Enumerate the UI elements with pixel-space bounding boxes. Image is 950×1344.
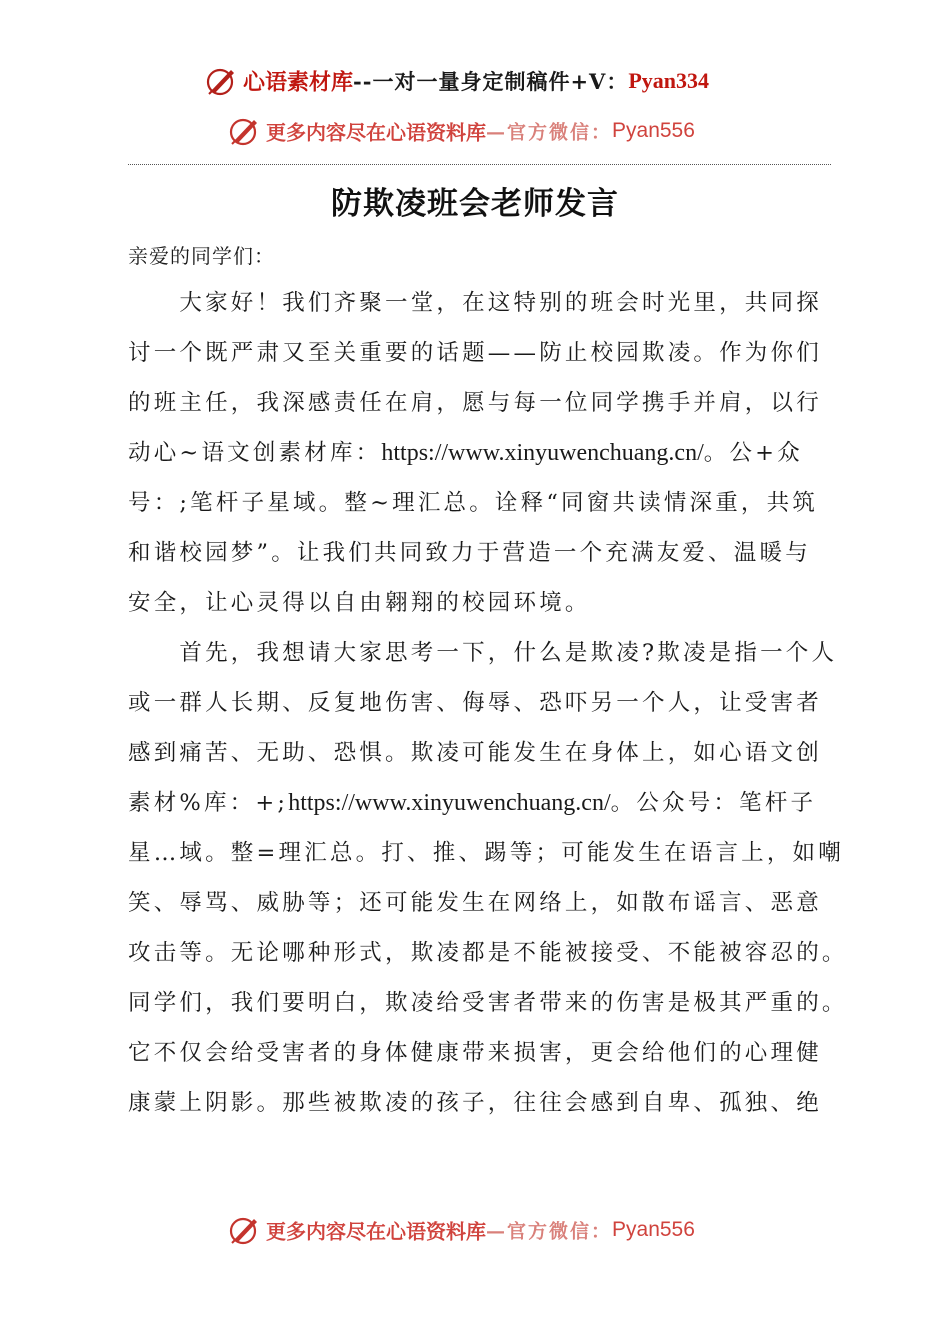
- body-line: 安全，让心灵得以自由翱翔的校园环境。: [128, 590, 591, 616]
- body-line: 的班主任，我深感责任在肩，愿与每一位同学携手并肩，以行: [128, 390, 822, 416]
- footer-wechat-id: Pyan556: [612, 1218, 695, 1241]
- header-brand-name: 心语素材库: [243, 69, 354, 96]
- website-url: https://www.xinyuwenchuang.cn/: [288, 790, 611, 816]
- body-line: [128, 433, 833, 483]
- greeting: 亲爱的同学们：: [128, 244, 275, 268]
- body-line: 康蒙上阴影。那些被欺凌的孩子，往往会感到自卑、孤独、绝: [128, 1090, 822, 1116]
- header-divider: [128, 164, 831, 165]
- website-url: https://www.xinyuwenchuang.cn/: [381, 440, 704, 466]
- body-text-segment: 。公+众: [703, 440, 803, 466]
- document-title: 防欺凌班会老师发言: [331, 186, 619, 222]
- header-banner: [205, 64, 709, 98]
- body-line: 或一群人长期、反复地伤害、侮辱、恐吓另一个人，让受害者: [128, 690, 822, 716]
- body-line: 星…域。整=理汇总。打、推、踢等；可能发生在语言上，如嘲: [128, 840, 844, 866]
- footer-watermark: [228, 1213, 695, 1247]
- quill-pen-logo-icon: [228, 114, 262, 148]
- body-line: 感到痛苦、无助、恐惧。欺凌可能发生在身体上，如心语文创: [128, 740, 822, 766]
- body-text-segment: 动心~语文创素材库：: [128, 440, 382, 466]
- body-line: 首先，我想请大家思考一下，什么是欺凌?欺凌是指一个人: [128, 640, 838, 666]
- footer-text: 更多内容尽在心语资料库: [266, 1219, 486, 1244]
- header-service-text: --一对一量身定制稿件+V：: [353, 69, 629, 94]
- document-body: [128, 238, 848, 1133]
- body-line: 它不仅会给受害者的身体健康带来损害，更会给他们的心理健: [128, 1040, 822, 1066]
- body-line: 讨一个既严肃又至关重要的话题——防止校园欺凌。作为你们: [128, 340, 822, 366]
- watermark-official-label: —官方微信：: [486, 121, 613, 144]
- body-line: 和谐校园梦”。让我们共同致力于营造一个充满友爱、温暖与: [128, 540, 811, 566]
- quill-pen-logo-icon: [228, 1213, 262, 1247]
- body-line: 笑、辱骂、威胁等；还可能发生在网络上，如散布谣言、恶意: [128, 890, 822, 916]
- body-line: 同学们，我们要明白，欺凌给受害者带来的伤害是极其严重的。: [128, 990, 848, 1016]
- body-line: 攻击等。无论哪种形式，欺凌都是不能被接受、不能被容忍的。: [128, 940, 848, 966]
- footer-official-label: —官方微信：: [486, 1220, 613, 1243]
- body-line: 大家好！我们齐聚一堂，在这特别的班会时光里，共同探: [128, 290, 822, 316]
- body-line: 号：;笔杆子星域。整~理汇总。诠释“同窗共读情深重，共筑: [128, 490, 819, 516]
- quill-pen-logo-icon: [205, 64, 239, 98]
- header-watermark: [228, 114, 695, 148]
- watermark-text: 更多内容尽在心语资料库: [266, 120, 486, 145]
- header-wechat-id: Pyan334: [628, 68, 710, 93]
- watermark-wechat-id: Pyan556: [612, 119, 695, 142]
- body-text-segment: 。公众号：笔杆子: [610, 790, 817, 816]
- body-text-segment: 素材%库：+;: [128, 790, 289, 816]
- body-line: [128, 783, 833, 833]
